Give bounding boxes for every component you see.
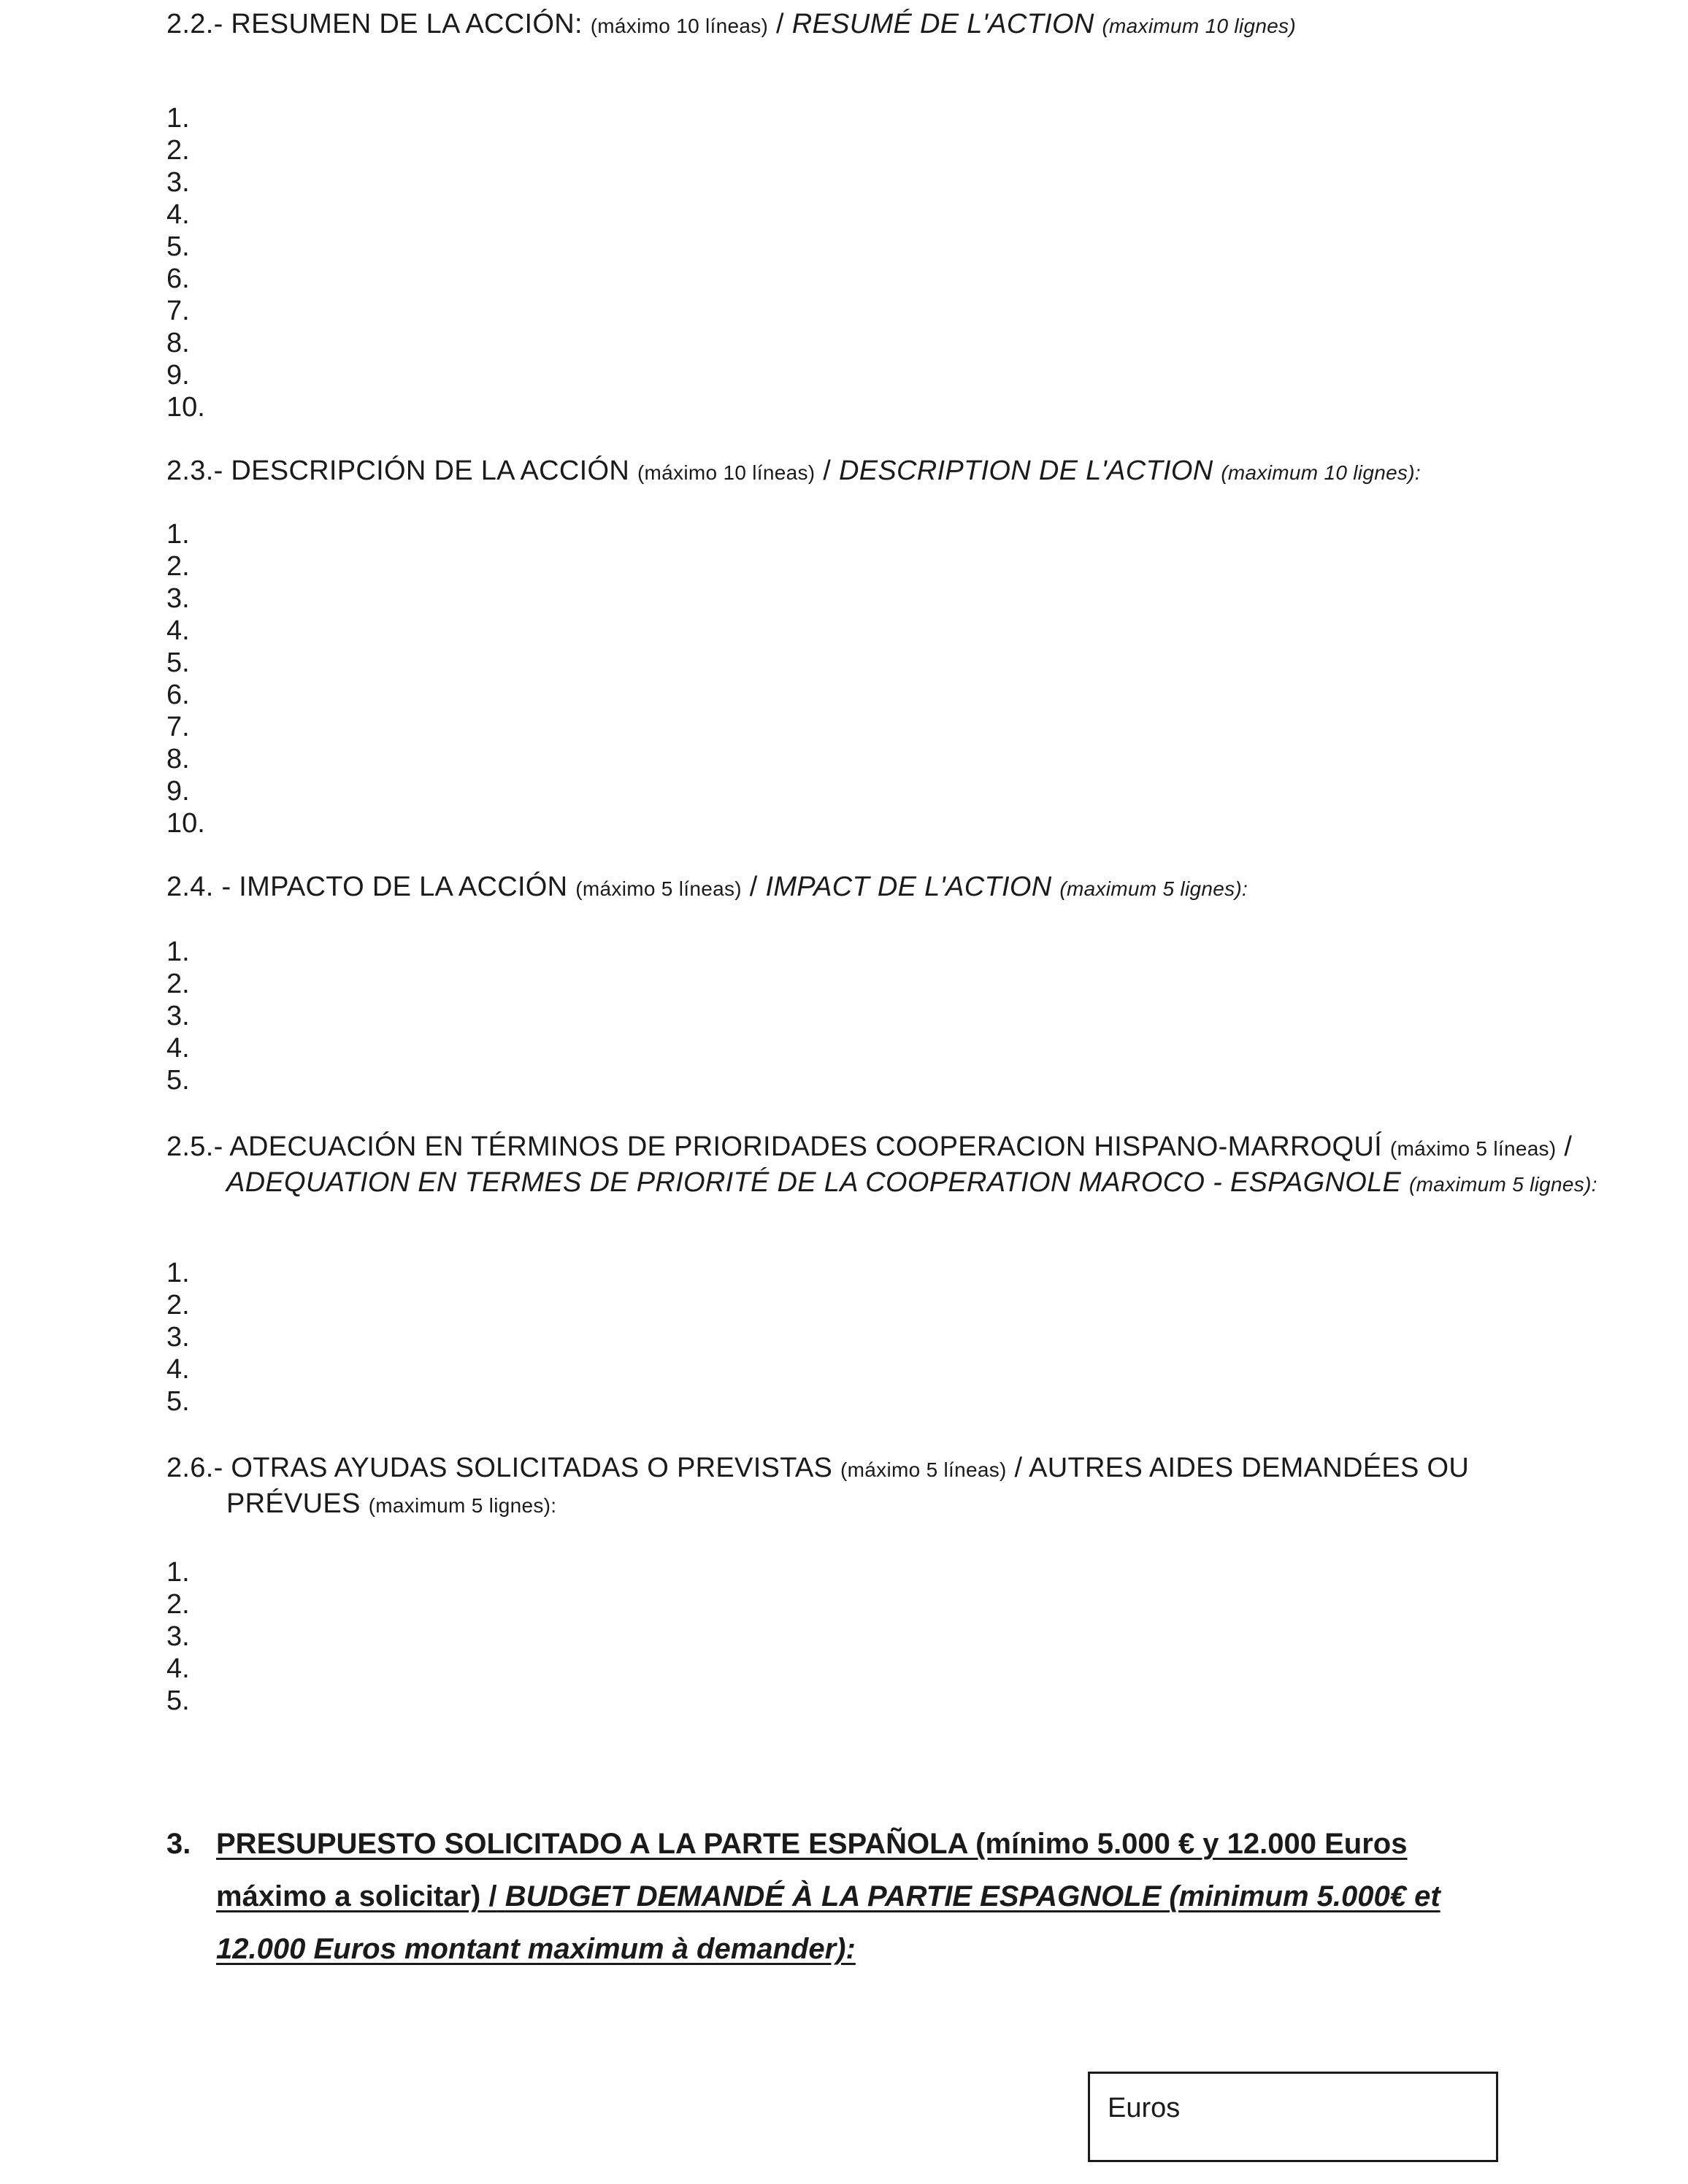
- line-item: 5.: [166, 647, 190, 678]
- section-es-note: (máximo 5 líneas): [575, 877, 742, 900]
- section-2-2-heading: [166, 7, 1539, 43]
- line-item: 10.: [166, 808, 205, 839]
- line-item: 10.: [166, 392, 205, 423]
- section-es-note: (máximo 10 líneas): [637, 461, 816, 484]
- line-item: 3.: [166, 167, 190, 198]
- section-fr-title: DESCRIPTION DE L'ACTION: [839, 455, 1213, 486]
- section-2-3-heading: [166, 454, 1539, 490]
- line-item: 5.: [166, 1386, 190, 1417]
- line-item: 3.: [166, 1001, 190, 1031]
- section-title: IMPACTO DE LA ACCIÓN: [239, 872, 568, 902]
- line-item: 2.: [166, 969, 190, 999]
- separator: /: [776, 9, 784, 39]
- section-number: 2.6.-: [166, 1453, 223, 1483]
- section-2-3-lines: [166, 518, 205, 839]
- line-item: 3.: [166, 1322, 190, 1353]
- line-item: 6.: [166, 680, 190, 710]
- line-item: 7.: [166, 296, 190, 326]
- budget-text-es: PRESUPUESTO SOLICITADO A LA PARTE ESPAÑOLA (mínimo 5.000 € y 12.000 Euros máximo a solicitar) /: [216, 1828, 1408, 1912]
- line-item: 8.: [166, 744, 190, 774]
- line-item: 4.: [166, 199, 190, 230]
- line-item: 1.: [166, 1258, 190, 1288]
- line-item: 4.: [166, 1033, 190, 1064]
- section-2-4-lines: [166, 936, 190, 1096]
- line-item: 2.: [166, 1589, 190, 1620]
- section-es-note: (máximo 5 líneas): [1389, 1137, 1557, 1160]
- line-item: 6.: [166, 264, 190, 294]
- separator: /: [1564, 1131, 1573, 1162]
- separator: /: [823, 455, 832, 486]
- section-fr-title: RESUMÉ DE L'ACTION: [791, 9, 1094, 39]
- section-es-note: (máximo 10 líneas): [590, 15, 769, 37]
- section-fr-title: IMPACT DE L'ACTION: [765, 872, 1052, 902]
- line-item: 4.: [166, 1354, 190, 1385]
- section-2-6-lines: [166, 1556, 190, 1717]
- line-item: 9.: [166, 776, 190, 807]
- section-fr-note: (maximum 10 lignes): [1102, 15, 1296, 37]
- section-number: 2.2.-: [166, 9, 223, 39]
- separator: /: [749, 872, 758, 902]
- line-item: 5.: [166, 1065, 190, 1096]
- section-fr-note: (maximum 5 lignes):: [1059, 877, 1248, 900]
- line-item: 1.: [166, 519, 190, 550]
- section-fr-note: (maximum 5 lignes):: [368, 1494, 557, 1517]
- line-item: 4.: [166, 615, 190, 646]
- section-number: 2.4. -: [166, 872, 231, 902]
- separator: /: [1014, 1453, 1023, 1483]
- section-2-2-lines: [166, 102, 205, 423]
- line-item: 3.: [166, 1621, 190, 1652]
- section-fr-note: (maximum 5 lignes):: [1409, 1173, 1597, 1196]
- section-number: 2.5.-: [166, 1131, 223, 1162]
- section-es-note: (máximo 5 líneas): [840, 1458, 1007, 1481]
- line-item: 5.: [166, 1685, 190, 1716]
- section-fr-title: ADEQUATION EN TERMES DE PRIORITÉ DE LA COOPERATION MAROCO - ESPAGNOLE: [226, 1167, 1402, 1198]
- section-number: 2.3.-: [166, 455, 223, 486]
- section-title: OTRAS AYUDAS SOLICITADAS O PREVISTAS: [231, 1453, 833, 1483]
- budget-number: 3.: [166, 1828, 191, 1860]
- section-title: ADECUACIÓN EN TÉRMINOS DE PRIORIDADES COOPERACION HISPANO-MARROQUÍ: [229, 1131, 1383, 1162]
- line-item: 9.: [166, 360, 190, 391]
- section-2-5-heading: [166, 1130, 1599, 1201]
- line-item: 2.: [166, 1290, 190, 1320]
- budget-heading: [166, 1818, 1524, 1975]
- section-2-6-heading: [166, 1451, 1599, 1523]
- line-item: 5.: [166, 231, 190, 262]
- budget-text-fr: BUDGET DEMANDÉ À LA PARTIE ESPAGNOLE (minimum 5.000€ et 12.000 Euros montant maximum à demander):: [216, 1880, 1440, 1965]
- budget-text: [216, 1818, 1524, 1975]
- line-item: 1.: [166, 937, 190, 967]
- section-title: RESUMEN DE LA ACCIÓN:: [231, 9, 583, 39]
- line-item: 1.: [166, 103, 190, 134]
- section-title: DESCRIPCIÓN DE LA ACCIÓN: [231, 455, 630, 486]
- line-item: 2.: [166, 551, 190, 582]
- line-item: 7.: [166, 712, 190, 742]
- line-item: 4.: [166, 1653, 190, 1684]
- euros-amount-field[interactable]: [1088, 2072, 1498, 2162]
- line-item: 2.: [166, 135, 190, 166]
- line-item: 8.: [166, 328, 190, 358]
- section-2-5-lines: [166, 1257, 190, 1418]
- line-item: 1.: [166, 1557, 190, 1588]
- euros-label: Euros: [1108, 2093, 1181, 2123]
- line-item: 3.: [166, 583, 190, 614]
- section-2-4-heading: [166, 870, 1539, 906]
- section-fr-note: (maximum 10 lignes):: [1221, 461, 1421, 484]
- section-fr-title: AUTRES AIDES DEMANDÉES OU PRÉVUES: [226, 1453, 1470, 1519]
